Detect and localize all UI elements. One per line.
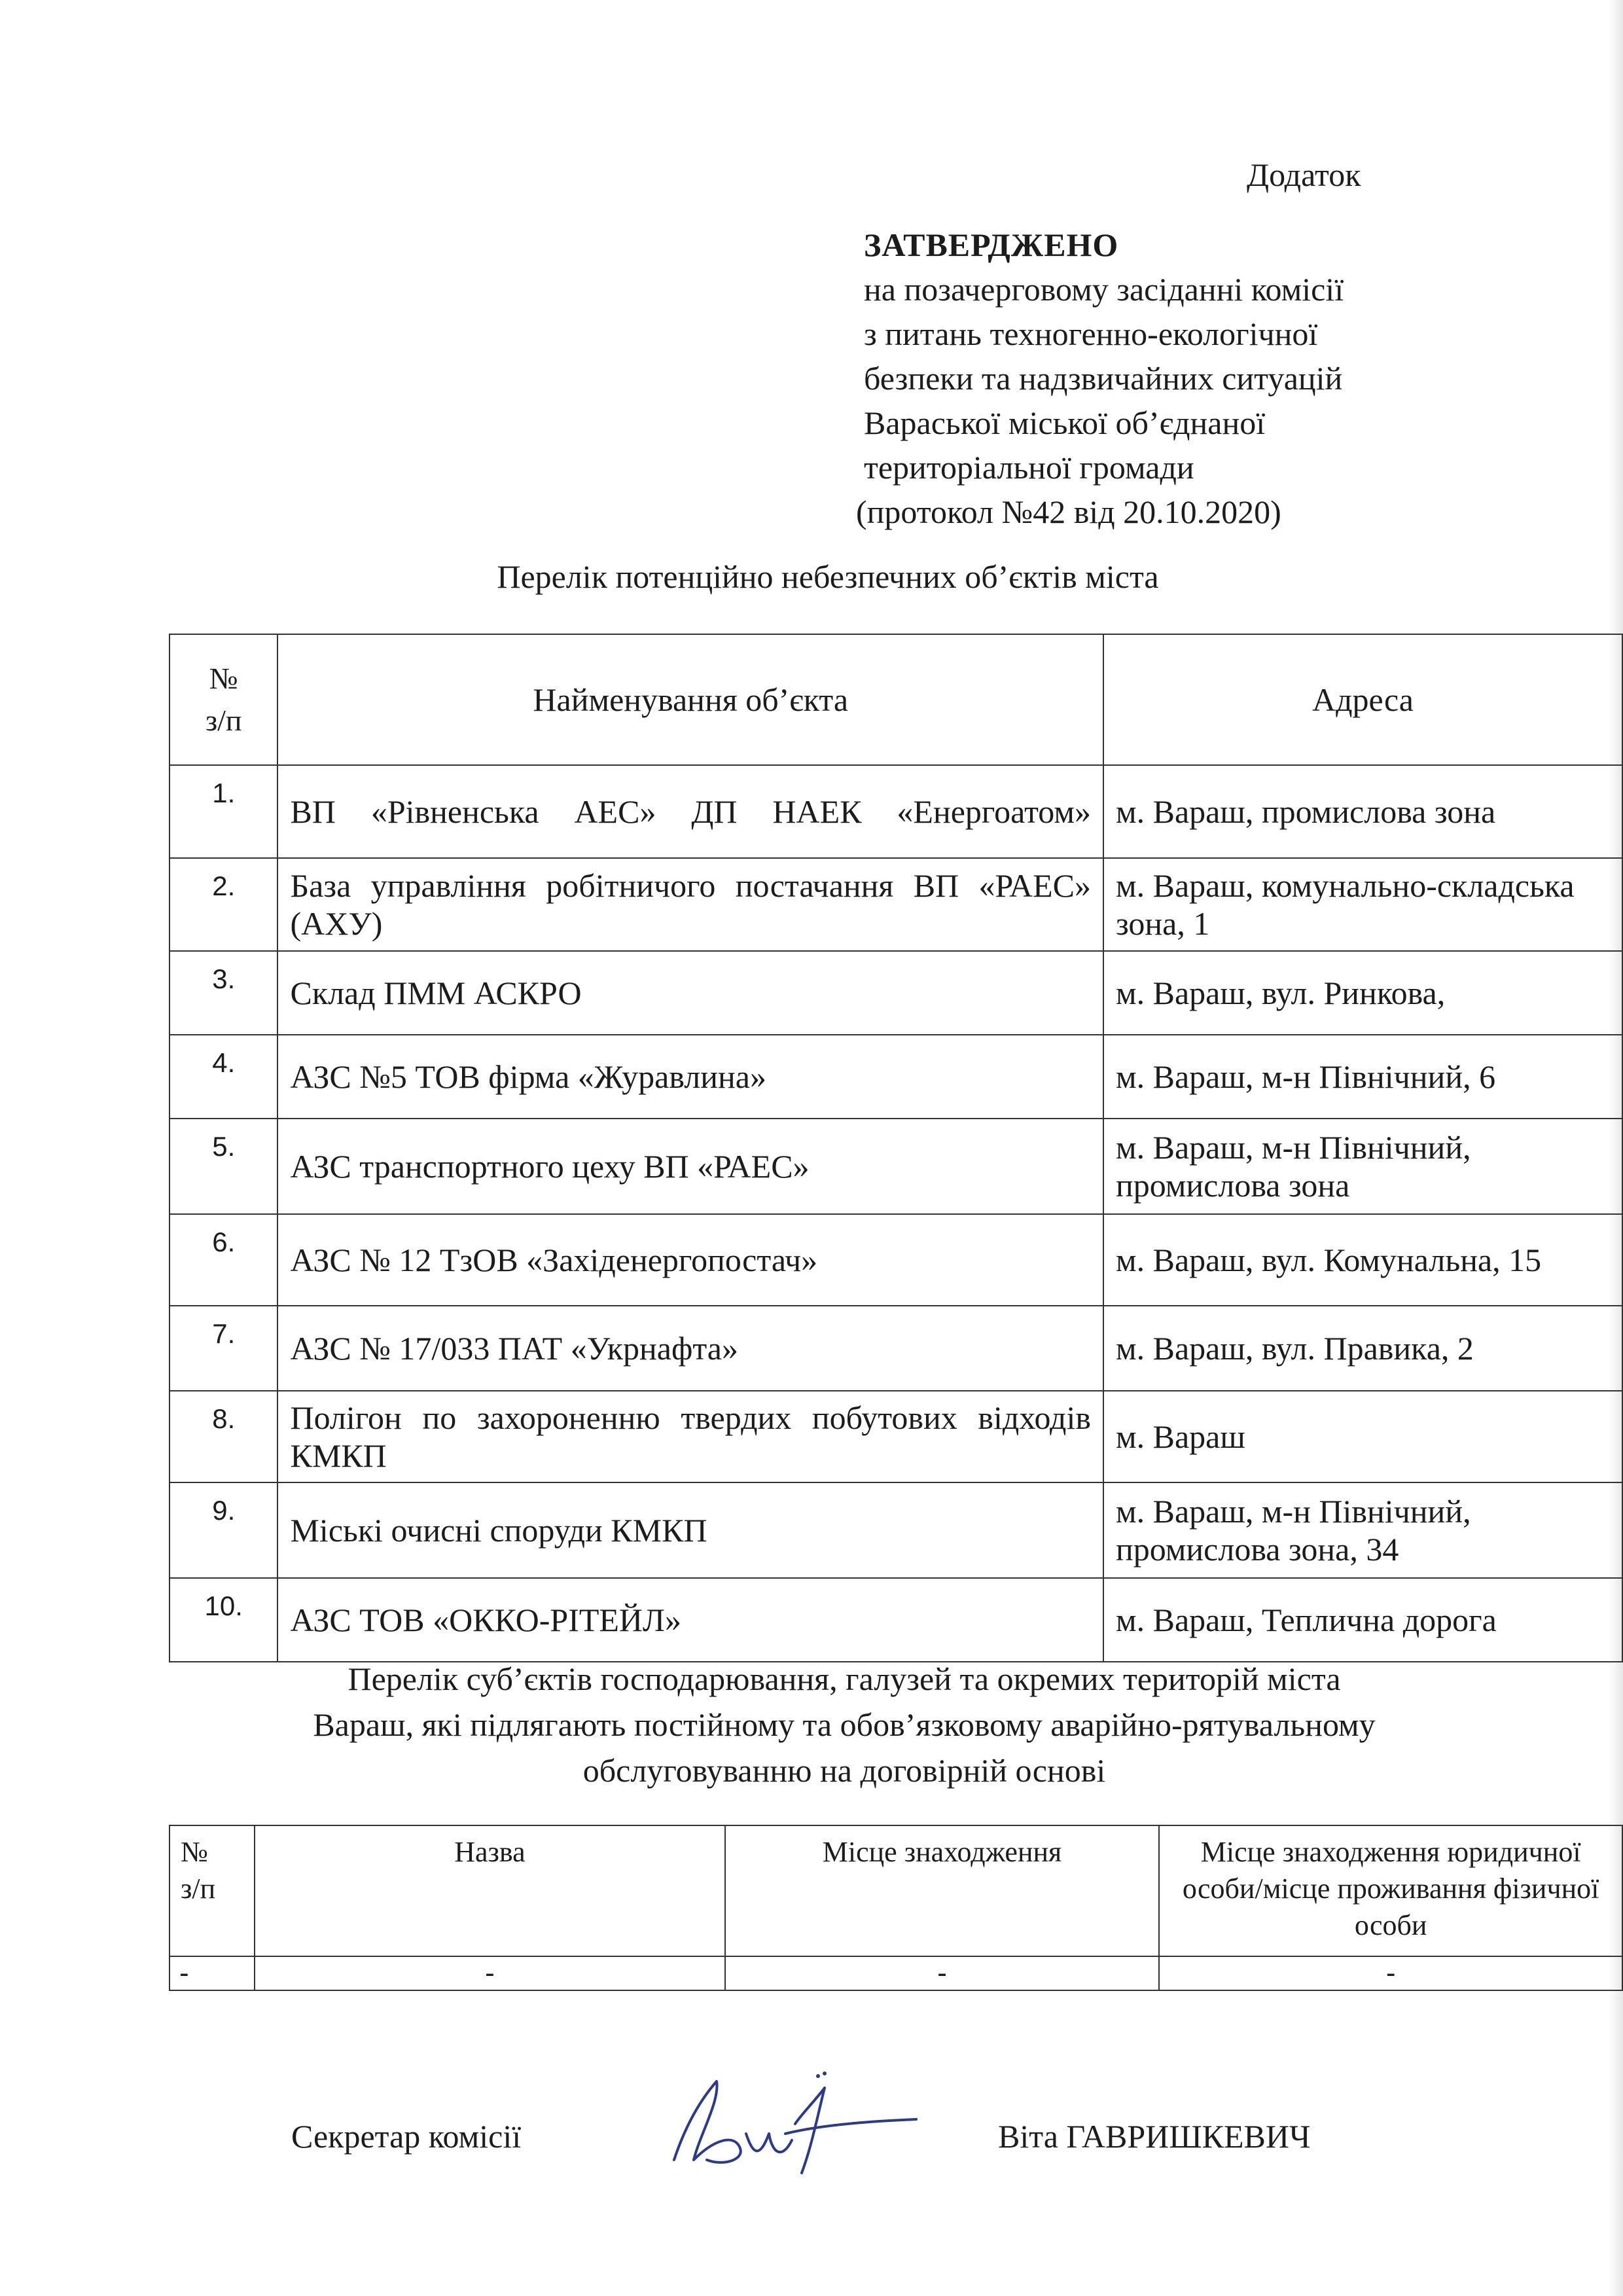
header-location: Місце знаходження bbox=[725, 1825, 1160, 1956]
header-legal-address: Місце знаходження юридичної особи/місце проживання фізичної особи bbox=[1159, 1825, 1622, 1956]
row-address: м. Вараш, м-н Північний, 6 bbox=[1103, 1035, 1622, 1119]
row-name: - bbox=[255, 1956, 725, 1990]
row-address: м. Вараш, промислова зона bbox=[1103, 765, 1622, 858]
approved-protocol: (протокол №42 від 20.10.2020) bbox=[856, 493, 1281, 530]
table-row bbox=[169, 1956, 1622, 1990]
header-name: Найменування об’єкта bbox=[277, 634, 1103, 765]
hazard-objects-table bbox=[169, 634, 1623, 1662]
row-address: м. Вараш, вул. Правика, 2 bbox=[1103, 1306, 1622, 1391]
row-name: АЗС ТОВ «ОККО-РІТЕЙЛ» bbox=[277, 1578, 1103, 1662]
header-name: Назва bbox=[255, 1825, 725, 1956]
table-row bbox=[169, 1482, 1622, 1578]
header-num-sign: № bbox=[209, 662, 238, 695]
signatory-position: Секретар комісії bbox=[291, 2118, 522, 2155]
section2-title-line-2: Вараш, які підлягають постійному та обов’язковому аварійно-рятувальному bbox=[313, 1706, 1376, 1743]
annex-label: Додаток bbox=[1247, 156, 1361, 193]
approved-line-5: територіальної громади bbox=[864, 449, 1194, 486]
row-num: 3. bbox=[169, 951, 277, 1035]
row-num: 5. bbox=[169, 1119, 277, 1214]
row-name: Полігон по захороненню твердих побутових відходів КМКП bbox=[277, 1391, 1103, 1482]
table-row bbox=[169, 951, 1622, 1035]
service-subjects-table bbox=[169, 1825, 1623, 1991]
approved-line-2: з питань техногенно-екологічної bbox=[864, 315, 1318, 352]
row-num: 2. bbox=[169, 858, 277, 951]
row-num: 4. bbox=[169, 1035, 277, 1119]
row-location: - bbox=[725, 1956, 1160, 1990]
header-address: Адреса bbox=[1103, 634, 1622, 765]
table-row bbox=[169, 765, 1622, 858]
approved-line-1: на позачерговому засіданні комісії bbox=[864, 271, 1344, 308]
header-num-sign: № bbox=[181, 1836, 208, 1868]
table-row bbox=[169, 858, 1622, 951]
row-num: 10. bbox=[169, 1578, 277, 1662]
row-name: База управління робітничого постачання ВП «РАЕС» (АХУ) bbox=[277, 858, 1103, 951]
section2-title-line-1: Перелік суб’єктів господарювання, галузей та окремих територій міста bbox=[348, 1660, 1341, 1697]
row-name: ВП «Рівненська АЕС» ДП НАЕК «Енергоатом» bbox=[277, 765, 1103, 858]
section2-title bbox=[164, 1656, 1525, 1793]
table-row bbox=[169, 1214, 1622, 1306]
row-address: м. Вараш, м-н Північний, промислова зона, 34 bbox=[1103, 1482, 1622, 1578]
row-num: 6. bbox=[169, 1214, 277, 1306]
table-header-row bbox=[169, 634, 1622, 765]
signatory-name: Віта ГАВРИШКЕВИЧ bbox=[998, 2118, 1311, 2155]
header-num bbox=[169, 634, 277, 765]
row-legal-address: - bbox=[1159, 1956, 1622, 1990]
approved-title: ЗАТВЕРДЖЕНО bbox=[864, 226, 1119, 263]
section1-title: Перелік потенційно небезпечних об’єктів міста bbox=[497, 558, 1159, 595]
header-num-abbr: з/п bbox=[181, 1873, 216, 1905]
header-num bbox=[169, 1825, 255, 1956]
row-address: м. Вараш, м-н Північний, промислова зона bbox=[1103, 1119, 1622, 1214]
row-name: Міські очисні споруди КМКП bbox=[277, 1482, 1103, 1578]
table-row bbox=[169, 1391, 1622, 1482]
table-row bbox=[169, 1306, 1622, 1391]
table-row bbox=[169, 1578, 1622, 1662]
row-address: м. Вараш, Теплична дорога bbox=[1103, 1578, 1622, 1662]
row-num: 1. bbox=[169, 765, 277, 858]
header-num-abbr: з/п bbox=[205, 704, 242, 737]
row-num: 7. bbox=[169, 1306, 277, 1391]
row-name: Склад ПММ АСКРО bbox=[277, 951, 1103, 1035]
row-num: 8. bbox=[169, 1391, 277, 1482]
row-name: АЗС транспортного цеху ВП «РАЕС» bbox=[277, 1119, 1103, 1214]
row-address: м. Вараш, вул. Ринкова, bbox=[1103, 951, 1622, 1035]
section2-title-line-3: обслуговуванню на договірній основі bbox=[582, 1752, 1106, 1789]
approved-line-3: безпеки та надзвичайних ситуацій bbox=[864, 360, 1343, 397]
row-num: - bbox=[169, 1956, 255, 1990]
table-header-row bbox=[169, 1825, 1622, 1956]
row-name: АЗС № 12 ТзОВ «Західенергопостач» bbox=[277, 1214, 1103, 1306]
row-num: 9. bbox=[169, 1482, 277, 1578]
row-name: АЗС № 17/033 ПАТ «Укрнафта» bbox=[277, 1306, 1103, 1391]
handwritten-signature bbox=[654, 2062, 929, 2186]
row-address: м. Вараш, комунально-складська зона, 1 bbox=[1103, 858, 1622, 951]
row-address: м. Вараш bbox=[1103, 1391, 1622, 1482]
row-address: м. Вараш, вул. Комунальна, 15 bbox=[1103, 1214, 1622, 1306]
table-row bbox=[169, 1119, 1622, 1214]
approved-line-4: Вараської міської об’єднаної bbox=[864, 404, 1266, 441]
table-row bbox=[169, 1035, 1622, 1119]
row-name: АЗС №5 ТОВ фірма «Журавлина» bbox=[277, 1035, 1103, 1119]
approval-block bbox=[856, 223, 1492, 534]
